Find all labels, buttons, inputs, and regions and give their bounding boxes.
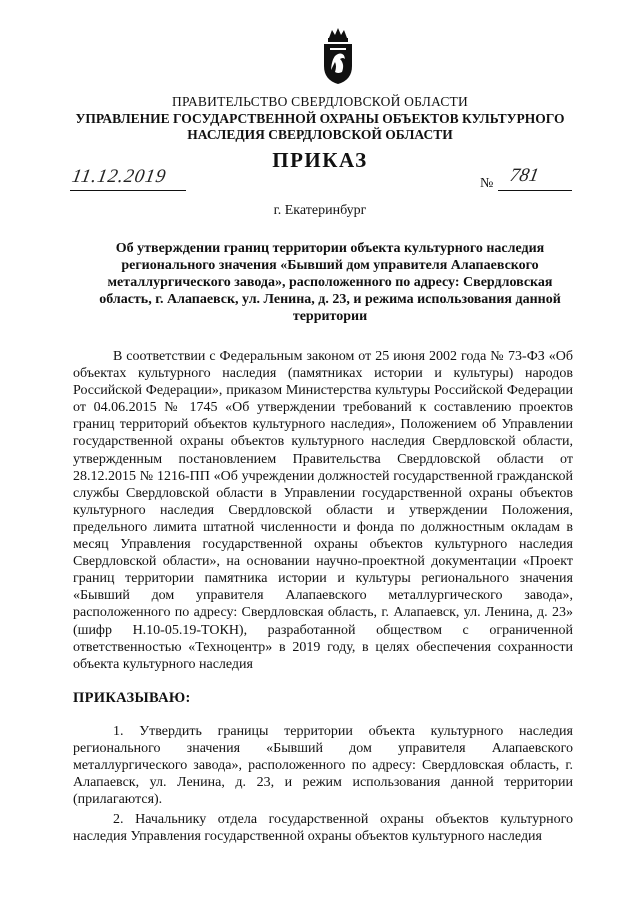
order-item-2: 2. Начальнику отдела государственной охраны объектов культурного наследия Управления государственной охраны объектов культурного наследия <box>73 812 573 845</box>
number-underline <box>498 190 572 191</box>
handwritten-date: 11.12.2019 <box>70 166 169 187</box>
number-label: № <box>480 176 494 191</box>
order-word: ПРИКАЗЫВАЮ: <box>73 690 191 706</box>
order-item-1: 1. Утвердить границы территории объекта культурного наследия регионального значения «Бывший дом управителя Алапаевского металлургического завода», расположенного по адресу: Свердловская область, г. Алапаевск, ул. Ленина, д. 23, и режим использования данной территории (прилагаются). <box>73 724 573 808</box>
coat-of-arms-icon <box>318 26 358 86</box>
preamble-paragraph: В соответствии с Федеральным законом от 25 июня 2002 года № 73-ФЗ «Об объектах культурного наследия (памятниках истории и культуры) народов Российской Федерации», приказом Министерства культуры Российской Федерации от 04.06.2015 № 1745 «Об утверждении требований к составлению проектов границ территорий объектов культурного наследия», Положением об Управлении государственной охраны объектов культурного наследия Свердловской области, утвержденным постановлением Правительства Свердловской области от 28.12.2015 № 1216-ПП «Об учреждении должностей государственной гражданской службы Свердловской области в Управлении государственной охраны объектов культурного наследия Свердловской области и утверждении Положения, предельного лимита штатной численности и фонда по должностным окладам в месяц Управления государственной охраны объектов культурного наследия Свердловской области», на основании научно-проектной документации «Проект границ территории памятника истории и культуры регионального значения «Бывший дом управителя Алапаевского металлургического завода», расположенного по адресу: Свердловская область, г. Алапаевск, ул. Ленина, д. 23» (шифр Н.10-05.19-ТОКН), разработанной обществом с ограниченной ответственностью «Техноцентр» в 2019 году, в целях обеспечения сохранности объекта культурного наследия <box>73 349 573 672</box>
order-subject: Об утверждении границ территории объекта культурного наследия регионального значения «Бывший дом управителя Алапаевского металлургического завода», расположенного по адресу: Свердловская область, г. Алапаевск, ул. Ленина, д. 23, и режима использования данной территории <box>99 241 561 324</box>
government-name: ПРАВИТЕЛЬСТВО СВЕРДЛОВСКОЙ ОБЛАСТИ <box>172 94 468 109</box>
city-name: г. Екатеринбург <box>273 203 367 218</box>
date-underline <box>70 190 186 191</box>
document-type-title: ПРИКАЗ <box>272 148 368 172</box>
department-name: УПРАВЛЕНИЕ ГОСУДАРСТВЕННОЙ ОХРАНЫ ОБЪЕКТОВ КУЛЬТУРНОГО НАСЛЕДИЯ СВЕРДЛОВСКОЙ ОБЛАСТИ <box>75 111 565 142</box>
handwritten-number: 781 <box>508 165 541 186</box>
